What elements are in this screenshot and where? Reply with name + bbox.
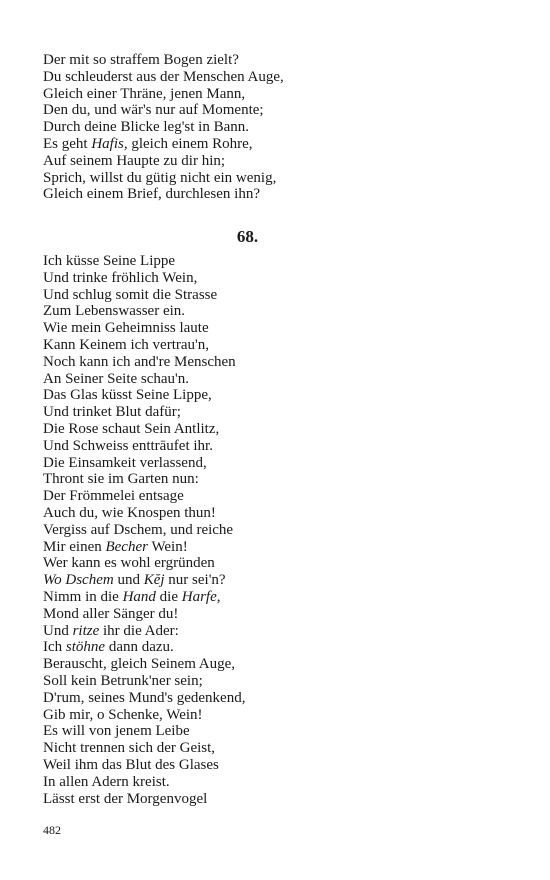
verse-line: Und trinket Blut dafür; <box>43 404 181 421</box>
verse-line: Mir einen Becher Wein! <box>43 538 188 555</box>
verse-line: Auf seinem Haupte zu dir hin; <box>43 152 226 169</box>
poem-number: 68. <box>236 227 259 246</box>
verse-line: Sprich, willst du gütig nicht ein wenig, <box>43 169 277 186</box>
italic-emphasis: Wo Dschem <box>43 572 114 589</box>
verse-line: Und trinke fröhlich Wein, <box>43 269 198 286</box>
verse-line: Nicht trennen sich der Geist, <box>43 740 216 757</box>
page-number: 482 <box>43 823 61 837</box>
verse-line: Und ritze ihr die Ader: <box>43 622 179 639</box>
verse-line: Du schleuderst aus der Menschen Auge, <box>43 68 284 85</box>
verse-line: Nimm in die Hand die Harfe, <box>43 588 221 605</box>
verse-line: Vergiss auf Dschem, und reiche <box>43 521 234 538</box>
verse-line: Wer kann es wohl ergründen <box>43 555 215 572</box>
verse-line: Es geht Hafis, gleich einem Rohre, <box>43 135 253 152</box>
italic-emphasis: Becher <box>105 538 148 555</box>
italic-emphasis: Hafis, <box>91 135 128 152</box>
verse-line: Thront sie im Garten nun: <box>43 471 199 488</box>
verse-line: An Seiner Seite schau'n. <box>43 370 190 387</box>
verse-line: D'rum, seines Mund's gedenkend, <box>43 689 246 706</box>
verse-line: Das Glas küsst Seine Lippe, <box>43 387 212 404</box>
verse-line: Lässt erst der Morgenvogel <box>43 790 208 807</box>
verse-line: Soll kein Betrunk'ner sein; <box>43 672 203 689</box>
verse-line: Noch kann ich and're Menschen <box>43 353 236 370</box>
verse-line: Durch deine Blicke leg'st in Bann. <box>43 119 249 136</box>
verse-line: Gib mir, o Schenke, Wein! <box>43 706 203 723</box>
verse-line: Auch du, wie Knospen thun! <box>43 504 216 521</box>
italic-emphasis: ritze <box>72 622 100 639</box>
verse-line: In allen Adern kreist. <box>43 773 170 790</box>
verse-line: Wie mein Geheimniss laute <box>43 320 209 337</box>
poem-68-body <box>43 253 503 807</box>
verse-line: Der mit so straffem Bogen zielt? <box>43 52 239 68</box>
italic-emphasis: stöhne <box>65 639 106 656</box>
verse-line: Die Rose schaut Sein Antlitz, <box>43 420 220 437</box>
verse-line: Mond aller Sänger du! <box>43 605 179 622</box>
italic-emphasis: Hand <box>122 588 156 605</box>
verse-line: Weil ihm das Blut des Glases <box>43 756 219 773</box>
italic-emphasis: Kĕj <box>143 572 165 589</box>
previous-poem-continuation <box>43 52 503 203</box>
verse-line: Und schlug somit die Strasse <box>43 286 218 303</box>
verse-line: Die Einsamkeit verlassend, <box>43 454 207 471</box>
verse-line: Den du, und wär's nur auf Momente; <box>43 102 264 119</box>
verse-line: Ich küsse Seine Lippe <box>43 253 176 269</box>
verse-line: Gleich einer Thräne, jenen Mann, <box>43 85 246 102</box>
verse-line: Wo Dschem und Kĕj nur sei'n? <box>43 572 226 589</box>
verse-line: Ich stöhne dann dazu. <box>43 639 174 656</box>
verse-line: Zum Lebenswasser ein. <box>43 303 186 320</box>
verse-line: Gleich einem Brief, durchlesen ihn? <box>43 186 261 203</box>
verse-line: Berauscht, gleich Seinem Auge, <box>43 656 236 673</box>
verse-line: Kann Keinem ich vertrau'n, <box>43 336 209 353</box>
verse-line: Und Schweiss enttrāufet ihr. <box>43 437 213 454</box>
verse-line: Es will von jenem Leibe <box>43 723 190 740</box>
verse-line: Der Frömmelei entsage <box>43 488 184 505</box>
italic-emphasis: Harfe, <box>181 588 221 605</box>
